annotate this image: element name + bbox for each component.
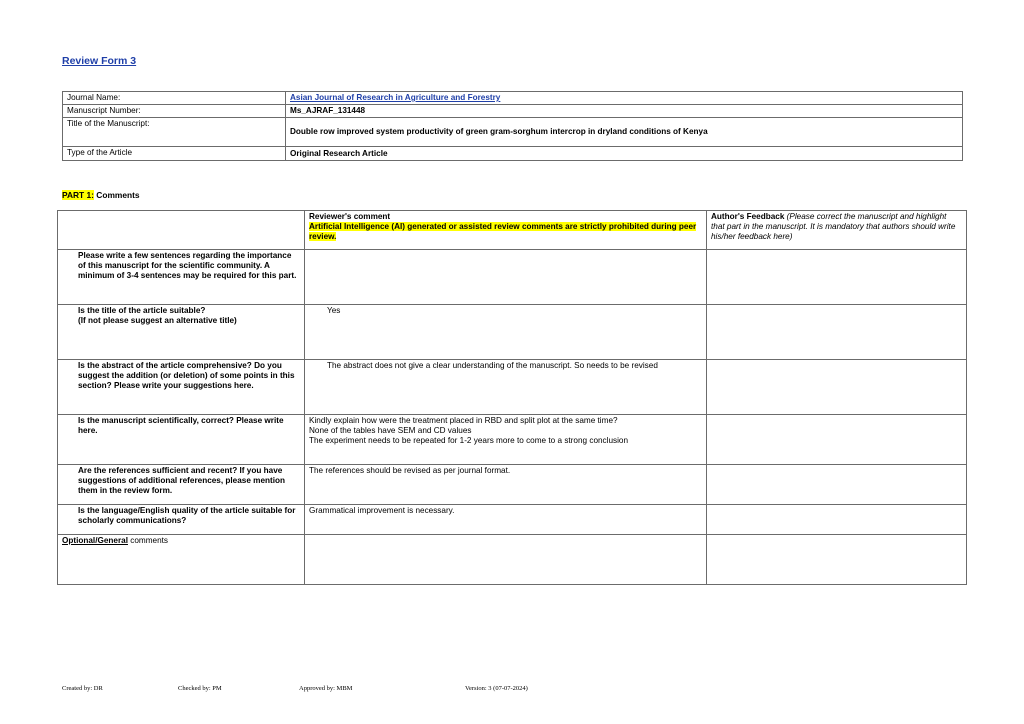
feedback-references[interactable] — [707, 465, 967, 505]
comment-scientific-line-1: Kindly explain how were the treatment placed in RBD and split plot at the same time? — [309, 416, 618, 425]
question-title-text: Is the title of the article suitable? (If not please suggest an alternative title) — [78, 306, 237, 325]
optional-comments-label-cell — [58, 535, 305, 585]
feedback-optional[interactable] — [707, 535, 967, 585]
optional-comments-suffix: comments — [127, 536, 169, 545]
footer-created-by: Created by: DR — [62, 685, 103, 692]
question-abstract: Is the abstract of the article comprehensive? Do you suggest the addition (or deletion) of some points in this section? Please write your suggestions here. — [58, 360, 305, 415]
header-reviewer-cell — [305, 211, 707, 250]
table-row — [58, 250, 967, 305]
comment-abstract-line: The abstract does not give a clear understanding of the manuscript. So needs to be revised — [327, 361, 658, 370]
comment-scientific[interactable] — [305, 415, 707, 465]
optional-general-label: Optional/General — [62, 536, 128, 545]
ai-prohibited-notice: Artificial Intelligence (AI) generated or assisted review comments are strictly prohibited during peer review. — [309, 222, 697, 241]
part1-heading — [62, 190, 140, 200]
table-row — [58, 415, 967, 465]
footer-version: Version: 3 (07-07-2024) — [465, 685, 528, 692]
manuscript-title-label: Title of the Manuscript: — [63, 118, 286, 147]
question-title — [58, 305, 305, 360]
question-references: Are the references sufficient and recent? If you have suggestions of additional references, please mention them in the review form. — [58, 465, 305, 505]
part1-label: PART 1: — [62, 190, 94, 200]
journal-label: Journal Name: — [63, 92, 286, 105]
header-author-cell — [707, 211, 967, 250]
manuscript-number-label: Manuscript Number: — [63, 105, 286, 118]
article-type-value: Original Research Article — [286, 147, 963, 161]
part1-suffix: Comments — [93, 190, 140, 200]
form-title: Review Form 3 — [62, 55, 137, 67]
footer-checked-by: Checked by: PM — [178, 685, 222, 692]
comment-abstract[interactable] — [305, 360, 707, 415]
feedback-importance[interactable] — [707, 250, 967, 305]
table-row — [58, 305, 967, 360]
article-type-label: Type of the Article — [63, 147, 286, 161]
comment-references[interactable] — [305, 465, 707, 505]
feedback-language[interactable] — [707, 505, 967, 535]
header-question-cell — [58, 211, 305, 250]
author-feedback-title: Author's Feedback — [711, 212, 785, 221]
question-scientific: Is the manuscript scientifically, correct? Please write here. — [58, 415, 305, 465]
table-row — [58, 535, 967, 585]
question-importance: Please write a few sentences regarding the importance of this manuscript for the scientific community. A minimum of 3-4 sentences may be required for this part. — [58, 250, 305, 305]
comments-header-row — [58, 211, 967, 250]
comment-title[interactable] — [305, 305, 707, 360]
feedback-abstract[interactable] — [707, 360, 967, 415]
table-row — [58, 505, 967, 535]
author-feedback-note: (Please correct the manuscript and highlight that part in the manuscript. It is mandatory that authors should write his/her feedback here) — [711, 212, 956, 241]
comments-table — [57, 210, 967, 585]
feedback-title[interactable] — [707, 305, 967, 360]
table-row — [58, 465, 967, 505]
footer-approved-by: Approved by: MBM — [299, 685, 353, 692]
table-row — [58, 360, 967, 415]
reviewer-comment-title: Reviewer's comment — [309, 212, 391, 221]
feedback-scientific[interactable] — [707, 415, 967, 465]
journal-value — [286, 92, 963, 105]
manuscript-info-table — [62, 91, 963, 161]
comment-scientific-line-2: None of the tables have SEM and CD values — [309, 426, 472, 435]
question-language: Is the language/English quality of the article suitable for scholarly communications? — [58, 505, 305, 535]
comment-references-line: The references should be revised as per journal format. — [309, 466, 511, 475]
comment-language-line: Grammatical improvement is necessary. — [309, 506, 455, 515]
manuscript-title-value: Double row improved system productivity of green gram-sorghum intercrop in dryland conditions of Kenya — [286, 118, 963, 147]
comment-scientific-line-3: The experiment needs to be repeated for 1-2 years more to come to a strong conclusion — [309, 436, 629, 445]
comment-optional[interactable] — [305, 535, 707, 585]
journal-link[interactable]: Asian Journal of Research in Agriculture and Forestry — [290, 93, 501, 102]
comment-title-line: Yes — [327, 306, 341, 315]
comment-importance[interactable] — [305, 250, 707, 305]
manuscript-number-value: Ms_AJRAF_131448 — [286, 105, 963, 118]
comment-language[interactable] — [305, 505, 707, 535]
